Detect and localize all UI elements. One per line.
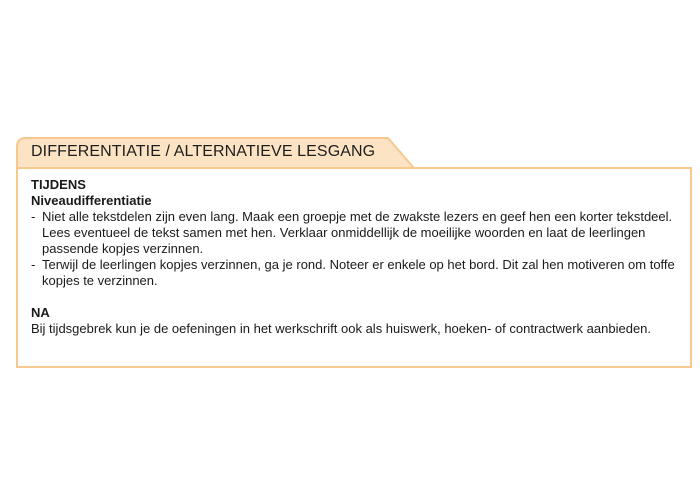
list-item (31, 209, 679, 257)
panel-content-box (16, 167, 692, 368)
bullet-dash: - (31, 257, 36, 272)
list-item-text: Niet alle tekstdelen zijn even lang. Maak een groepje met de zwakste lezers en geef hen een korter tekstdeel. Lees eventueel de tekst samen met hen. Verklaar onmiddellijk de moeilijke woorden en laat de leerlingen passende kopjes verzinnen. (42, 209, 673, 256)
panel-title: DIFFERENTIATIE / ALTERNATIEVE LESGANG (31, 143, 376, 160)
section-heading-na: NA (31, 305, 50, 320)
differentiation-panel (16, 137, 692, 367)
tijdens-list (31, 209, 679, 289)
panel-content (31, 177, 679, 337)
section-heading-tijdens: TIJDENS (31, 177, 86, 192)
na-paragraph: Bij tijdsgebrek kun je de oefeningen in het werkschrift ook als huiswerk, hoeken- of contractwerk aanbieden. (31, 321, 652, 336)
section-spacer (31, 289, 679, 305)
list-item (31, 257, 679, 289)
bullet-dash: - (31, 209, 36, 224)
subheading-niveaudifferentiatie: Niveaudifferentiatie (31, 193, 152, 208)
list-item-text: Terwijl de leerlingen kopjes verzinnen, ga je rond. Noteer er enkele op het bord. Dit zal hen motiveren om toffe kopjes te verzinnen. (42, 257, 675, 288)
